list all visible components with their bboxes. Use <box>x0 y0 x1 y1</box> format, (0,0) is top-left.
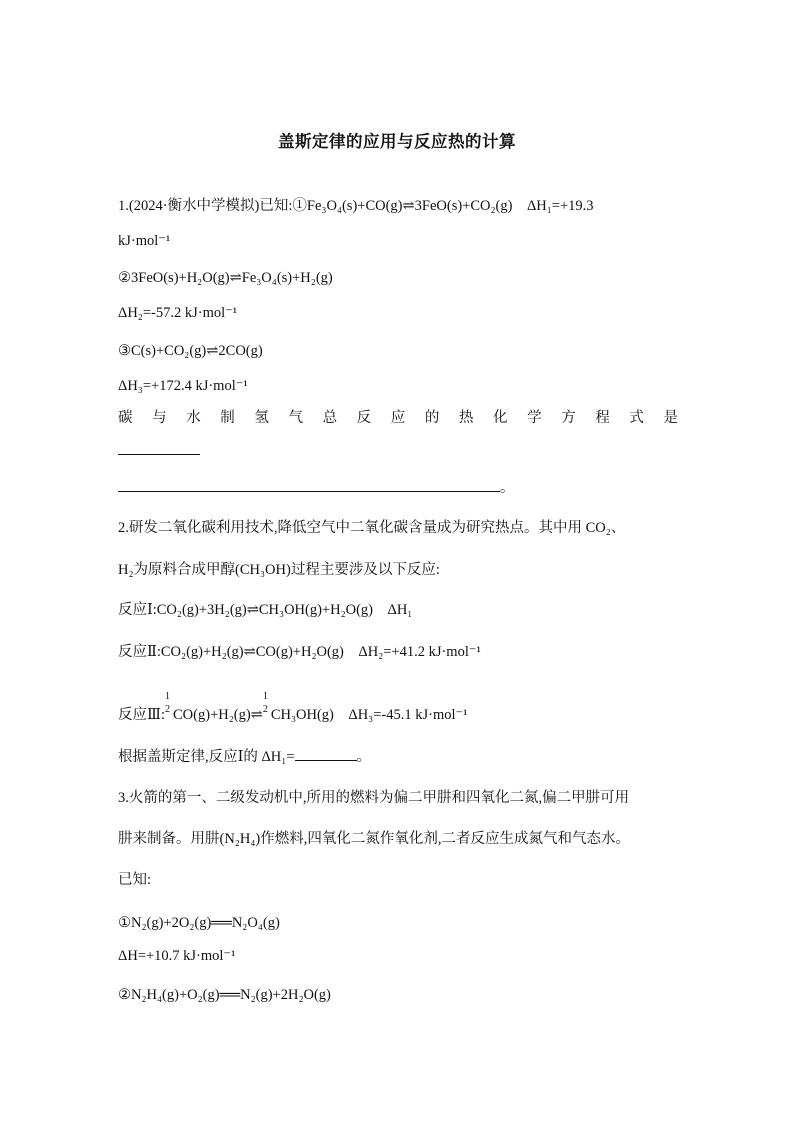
q1-question-char: 氢 <box>254 410 269 426</box>
q3-delta-h: ΔH=+10.7 kJ·mol⁻¹ <box>118 948 236 964</box>
q2-line-1: 2.研发二氧化碳利用技术,降低空气中二氧化碳含量成为研究热点。其中用 CO₂、 <box>118 520 626 536</box>
q3-line-3: 已知: <box>118 872 152 888</box>
q2-reaction-3-body: CO(g)+H₂(g)⇌ <box>173 707 263 723</box>
q1-question-char: 方 <box>561 410 576 426</box>
q1-question-char: 学 <box>527 410 542 426</box>
q2-reaction-3-prefix: 反应Ⅲ: <box>118 707 166 723</box>
q1-question-char: 是 <box>663 410 678 426</box>
q2-ask-text: 根据盖斯定律,反应Ⅰ的 ΔH₁= <box>118 749 295 765</box>
q2-reaction-2: 反应Ⅱ:CO₂(g)+H₂(g)⇌CO(g)+H₂O(g) ΔH₂=+41.2 kJ·mol⁻¹ <box>118 644 481 660</box>
q1-answer-blank-1[interactable] <box>118 440 200 461</box>
q3-line-1: 3.火箭的第一、二级发动机中,所用的燃料为偏二甲肼和四氧化二氮,偏二甲肼可用 <box>118 790 630 806</box>
q2-reaction-3-tail: CH₃OH(g) ΔH₃=-45.1 kJ·mol⁻¹ <box>270 707 468 723</box>
q2-answer-blank[interactable] <box>295 746 357 761</box>
q1-answer-line-2 <box>118 477 515 498</box>
q1-equation-2: ②3FeO(s)+H₂O(g)⇌Fe₃O₄(s)+H₂(g) <box>118 270 333 286</box>
q1-question-char: 的 <box>424 410 440 426</box>
q2-ask-suffix: 。 <box>356 749 372 765</box>
q1-question-char: 式 <box>629 410 644 426</box>
q1-line-2: kJ·mol⁻¹ <box>118 233 171 249</box>
q1-question-char: 热 <box>458 410 474 426</box>
page-title: 盖斯定律的应用与反应热的计算 <box>278 132 516 151</box>
q1-question-char: 总 <box>322 410 338 426</box>
q1-end-mark: 。 <box>500 480 515 496</box>
q1-question <box>118 406 678 427</box>
q1-equation-3: ③C(s)+CO₂(g)⇌2CO(g) <box>118 343 263 359</box>
q2-reaction-3: 反应Ⅲ: 1 2 CO(g)+H₂(g)⇌ 1 2 CH₃OH(g) ΔH₃=-45.1 kJ·mol⁻¹ <box>118 691 468 723</box>
q1-question-char: 水 <box>186 410 201 426</box>
q1-question-char: 化 <box>493 410 508 426</box>
q1-question-char: 与 <box>152 410 167 426</box>
q1-question-char: 应 <box>390 410 406 426</box>
q1-question-char: 制 <box>220 410 235 426</box>
q3-line-2: 肼来制备。用肼(N₂H₄)作燃料,四氧化二氮作氧化剂,二者反应生成氮气和气态水。 <box>118 831 630 847</box>
q2-ask <box>118 746 371 767</box>
q1-delta-h2: ΔH₂=-57.2 kJ·mol⁻¹ <box>118 305 238 321</box>
q2-reaction-1: 反应Ⅰ:CO₂(g)+3H₂(g)⇌CH₃OH(g)+H₂O(g) ΔH₁ <box>118 602 413 618</box>
q1-question-char: 碳 <box>118 410 133 426</box>
q1-question-char: 程 <box>595 410 610 426</box>
q3-equation-1: ①N₂(g)+2O₂(g)══N₂O₄(g) <box>118 915 280 931</box>
q2-line-2: H₂为原料合成甲醇(CH₃OH)过程主要涉及以下反应: <box>118 562 440 578</box>
q3-equation-2: ②N₂H₄(g)+O₂(g)══N₂(g)+2H₂O(g) <box>118 987 331 1003</box>
q1-answer-blank-2[interactable] <box>118 477 500 492</box>
q1-delta-h3: ΔH₃=+172.4 kJ·mol⁻¹ <box>118 378 248 394</box>
q1-line-1: 1.(2024·衡水中学模拟)已知:①Fe₃O₄(s)+CO(g)⇌3FeO(s)+CO₂(g) ΔH₁=+19.3 <box>118 198 594 214</box>
q1-question-char: 气 <box>288 410 303 426</box>
q1-question-char: 反 <box>356 410 372 426</box>
